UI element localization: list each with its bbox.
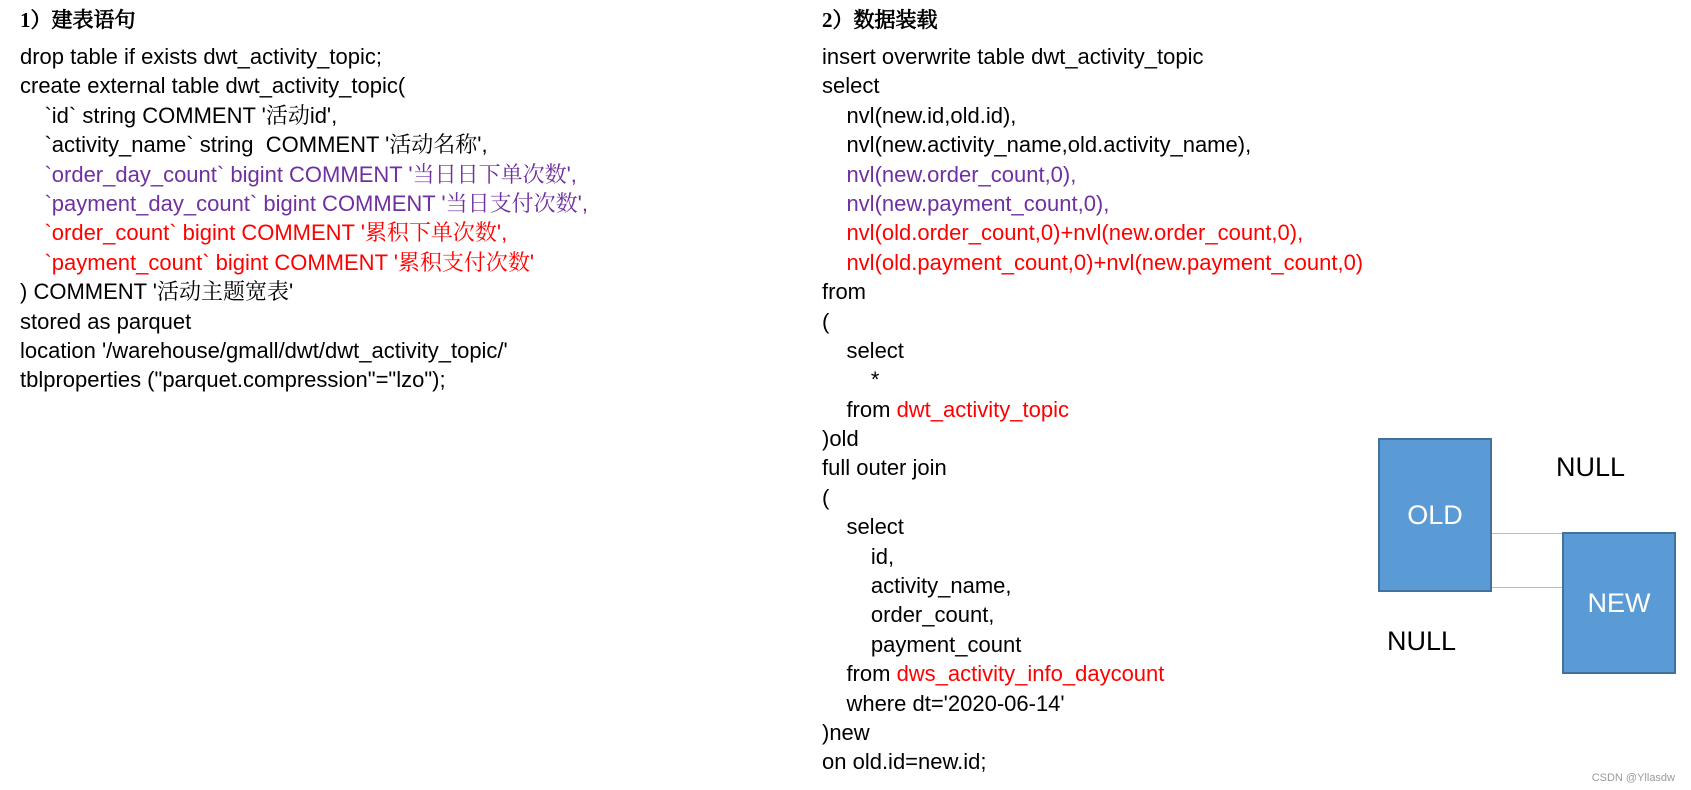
code-line: location '/warehouse/gmall/dwt/dwt_activity_topic/'	[20, 337, 508, 363]
code-line: tblproperties ("parquet.compression"="lzo");	[20, 367, 446, 393]
code-fragment: activity_name,	[822, 573, 1012, 599]
code-line	[822, 336, 1363, 365]
code-fragment: (	[822, 484, 830, 510]
code-fragment: id,	[822, 543, 895, 569]
code-line	[822, 218, 1363, 247]
code-fragment: on old.id=new.id;	[822, 749, 987, 775]
code-fragment: payment_count	[822, 631, 1022, 657]
create-table-code	[20, 42, 588, 395]
code-fragment: )old	[822, 426, 859, 452]
code-line	[822, 101, 1363, 130]
code-fragment: insert overwrite table dwt_activity_topic	[822, 44, 1204, 69]
code-line	[822, 483, 1363, 512]
code-fragment: select	[822, 337, 904, 363]
code-fragment: (	[822, 308, 830, 334]
code-line: `payment_day_count` bigint COMMENT '当日支付次数',	[20, 190, 588, 216]
null-label-top: NULL	[1556, 452, 1626, 482]
code-line: create external table dwt_activity_topic(	[20, 73, 406, 99]
code-fragment: where dt='2020-06-14'	[822, 690, 1065, 716]
code-line	[822, 365, 1363, 394]
code-line	[822, 307, 1363, 336]
code-fragment: nvl(new.activity_name,old.activity_name),	[822, 132, 1252, 158]
code-line: `payment_count` bigint COMMENT '累积支付次数'	[20, 249, 535, 275]
code-line: drop table if exists dwt_activity_topic;	[20, 44, 382, 69]
code-fragment: nvl(new.payment_count,0),	[822, 190, 1110, 216]
old-table-box: OLD	[1378, 438, 1492, 592]
code-fragment: nvl(new.order_count,0),	[822, 161, 1077, 187]
code-fragment: order_count,	[822, 602, 995, 628]
code-line	[822, 630, 1363, 659]
code-line	[822, 542, 1363, 571]
code-fragment: from	[822, 279, 866, 305]
null-label-bottom: NULL	[1387, 626, 1457, 656]
create-table-heading: 1）建表语句	[20, 8, 136, 32]
code-line: `order_day_count` bigint COMMENT '当日日下单次数',	[20, 161, 577, 187]
code-line	[822, 424, 1363, 453]
code-line	[822, 512, 1363, 541]
code-line: ) COMMENT '活动主题宽表'	[20, 279, 294, 305]
code-fragment: dwt_activity_topic	[896, 396, 1069, 422]
code-fragment: dws_activity_info_daycount	[896, 661, 1165, 687]
code-line	[822, 277, 1363, 306]
code-line	[822, 689, 1363, 718]
code-fragment: *	[822, 367, 880, 393]
code-fragment: nvl(old.order_count,0)+nvl(new.order_count,0),	[822, 220, 1304, 246]
code-line	[822, 453, 1363, 482]
code-line	[822, 130, 1363, 159]
code-line	[822, 71, 1363, 100]
code-line	[822, 42, 1363, 71]
join-diagram	[1370, 430, 1690, 690]
watermark: CSDN @Yllasdw	[1591, 772, 1675, 784]
code-fragment: )new	[822, 719, 870, 745]
code-line: stored as parquet	[20, 308, 192, 334]
code-fragment: from	[822, 661, 897, 687]
new-table-box: NEW	[1562, 532, 1676, 674]
code-line	[822, 718, 1363, 747]
code-line	[822, 395, 1363, 424]
code-line	[822, 659, 1363, 688]
code-line	[822, 160, 1363, 189]
code-fragment: select	[822, 514, 904, 540]
code-line	[822, 248, 1363, 277]
code-line	[822, 600, 1363, 629]
code-fragment: select	[822, 73, 880, 99]
code-fragment: nvl(old.payment_count,0)+nvl(new.payment_count,0)	[822, 249, 1364, 275]
connector-line-top	[1492, 533, 1562, 534]
code-line	[822, 571, 1363, 600]
code-fragment: nvl(new.id,old.id),	[822, 102, 1017, 128]
code-line	[822, 189, 1363, 218]
code-fragment: from	[822, 396, 897, 422]
connector-line-bottom	[1492, 587, 1562, 588]
code-line: `order_count` bigint COMMENT '累积下单次数',	[20, 220, 508, 246]
code-line	[822, 747, 1363, 776]
code-line: `id` string COMMENT '活动id',	[20, 102, 338, 128]
data-load-heading: 2）数据装载	[822, 8, 938, 32]
data-load-code	[822, 42, 1363, 777]
code-fragment: full outer join	[822, 455, 947, 481]
code-line: `activity_name` string COMMENT '活动名称',	[20, 132, 488, 158]
